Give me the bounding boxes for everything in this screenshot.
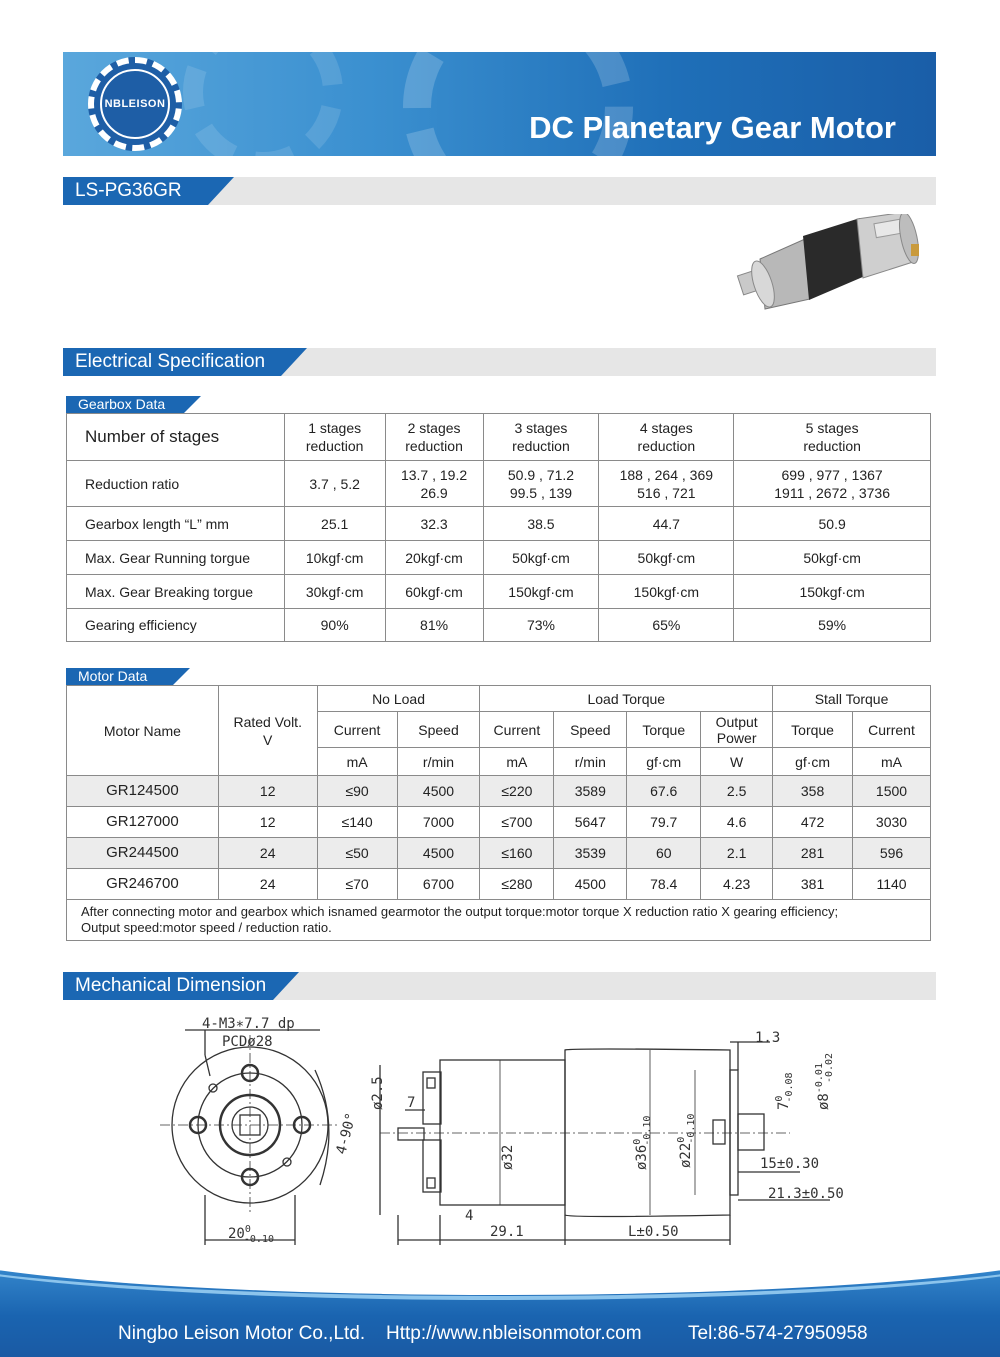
motor-note: After connecting motor and gearbox which isnamed gearmotor the output torque:motor torque X reduction ratio X gearing efficiency; Output speed:motor speed / reduction ratio. <box>67 900 931 941</box>
dimension-drawing <box>150 1010 870 1255</box>
unit: r/min <box>554 748 627 776</box>
motor-row <box>67 807 931 838</box>
gearbox-table <box>66 413 931 642</box>
motor-name: GR246700 <box>67 869 219 900</box>
side-view <box>380 1042 830 1245</box>
cell: 60 <box>627 838 701 869</box>
unit: mA <box>480 748 554 776</box>
cell: ≤70 <box>317 869 397 900</box>
motor-note-row <box>67 900 931 941</box>
col-header: Output Power <box>701 712 773 748</box>
unit: gf·cm <box>627 748 701 776</box>
cell: 44.7 <box>599 507 734 541</box>
cell: 90% <box>284 609 385 642</box>
dim-seven: 7 <box>407 1095 416 1111</box>
electrical-section-bar <box>63 348 936 376</box>
cell: 60kgf·cm <box>385 575 483 609</box>
dim-d36: $ø36^0-0.10$ <box>632 1115 653 1170</box>
cell: 24 <box>218 869 317 900</box>
cell: 59% <box>734 609 931 642</box>
mechanical-section-title: Mechanical Dimension <box>63 972 273 1000</box>
cell: 3589 <box>554 776 627 807</box>
cell: 5647 <box>554 807 627 838</box>
model-name: LS-PG36GR <box>63 177 208 205</box>
cell: 20kgf·cm <box>385 541 483 575</box>
row-label: Max. Gear Breaking torgue <box>67 575 285 609</box>
dim-shaft-flat: $7^0-0.08$ <box>774 1072 795 1110</box>
col-header: Torque <box>773 712 853 748</box>
cell: 1500 <box>853 776 931 807</box>
row-label: Gearbox length “L” mm <box>67 507 285 541</box>
cell: 38.5 <box>483 507 599 541</box>
gearbox-row-reduction <box>67 461 931 507</box>
motor-name: GR127000 <box>67 807 219 838</box>
dim-pcd: PCDø28 <box>222 1034 273 1050</box>
cell: 12 <box>218 776 317 807</box>
page-title: DC Planetary Gear Motor <box>529 110 896 145</box>
cell: 4.6 <box>701 807 773 838</box>
cell: 50.9 <box>734 507 931 541</box>
motor-name: GR244500 <box>67 838 219 869</box>
header-banner <box>63 52 936 156</box>
front-view <box>160 1030 340 1245</box>
gearbox-header-cell: 1 stages reduction <box>284 414 385 461</box>
motor-row <box>67 838 931 869</box>
gear-background-icon-small <box>183 52 343 156</box>
cell: 358 <box>773 776 853 807</box>
cell: 1140 <box>853 869 931 900</box>
cell: 596 <box>853 838 931 869</box>
cell: 3030 <box>853 807 931 838</box>
cell: 50.9 , 71.2 99.5 , 139 <box>483 461 599 507</box>
cell: 67.6 <box>627 776 701 807</box>
cell: 24 <box>218 838 317 869</box>
footer-wave-line <box>0 1255 1000 1300</box>
cell: 6700 <box>397 869 480 900</box>
motor-subtitle: Motor Data <box>66 668 173 685</box>
no-load-header: No Load <box>317 686 480 712</box>
dim-length: L±0.50 <box>628 1224 679 1240</box>
cell: 4500 <box>397 776 480 807</box>
cell: 4.23 <box>701 869 773 900</box>
col-header: Torque <box>627 712 701 748</box>
col-header: Speed <box>554 712 627 748</box>
dim-l291: 29.1 <box>490 1224 524 1240</box>
motor-table <box>66 685 931 941</box>
cell: 30kgf·cm <box>284 575 385 609</box>
cell: 81% <box>385 609 483 642</box>
cell: 150kgf·cm <box>483 575 599 609</box>
dim-four: 4 <box>465 1208 474 1224</box>
gearbox-row-efficiency <box>67 609 931 642</box>
electrical-section-title: Electrical Specification <box>63 348 281 376</box>
gearbox-subtitle: Gearbox Data <box>66 396 184 413</box>
cell: ≤90 <box>317 776 397 807</box>
dim-l13: 1.3 <box>755 1030 781 1046</box>
gearbox-header-cell: 4 stages reduction <box>599 414 734 461</box>
cell: ≤140 <box>317 807 397 838</box>
cell: 4500 <box>397 838 480 869</box>
cell: 3.7 , 5.2 <box>284 461 385 507</box>
cell: 150kgf·cm <box>599 575 734 609</box>
col-header: Current <box>317 712 397 748</box>
motor-row <box>67 776 931 807</box>
dim-width: $20^0$ -0.10 <box>228 1224 274 1245</box>
gearbox-row-running-torque <box>67 541 931 575</box>
cell: 50kgf·cm <box>483 541 599 575</box>
unit: mA <box>853 748 931 776</box>
product-image <box>735 214 935 314</box>
gearbox-header-label: Number of stages <box>67 414 285 461</box>
unit: gf·cm <box>773 748 853 776</box>
rated-volt-header: Rated Volt. V <box>218 686 317 776</box>
dim-angle: 4-90° <box>333 1111 360 1157</box>
dim-d32: ø32 <box>500 1144 516 1170</box>
cell: 13.7 , 19.2 26.9 <box>385 461 483 507</box>
gearbox-header-cell: 5 stages reduction <box>734 414 931 461</box>
dim-d25: ø2.5 <box>370 1076 386 1110</box>
cell: 281 <box>773 838 853 869</box>
company-logo <box>88 57 182 151</box>
col-header: Current <box>853 712 931 748</box>
mechanical-section-bar <box>63 972 936 1000</box>
footer-company: Ningbo Leison Motor Co.,Ltd. <box>118 1323 366 1344</box>
gearbox-row-breaking-torque <box>67 575 931 609</box>
footer-tel: Tel:86-574-27950958 <box>688 1323 868 1344</box>
cell: ≤50 <box>317 838 397 869</box>
cell: 472 <box>773 807 853 838</box>
stall-torque-header: Stall Torque <box>773 686 931 712</box>
logo-text: NBLEISON <box>100 69 170 139</box>
cell: 50kgf·cm <box>599 541 734 575</box>
cell: 3539 <box>554 838 627 869</box>
motor-name-header: Motor Name <box>67 686 219 776</box>
dim-l15: 15±0.30 <box>760 1156 820 1172</box>
cell: 2.5 <box>701 776 773 807</box>
cell: 188 , 264 , 369 516 , 721 <box>599 461 734 507</box>
cell: 2.1 <box>701 838 773 869</box>
footer <box>0 1255 1000 1357</box>
cell: 381 <box>773 869 853 900</box>
motor-row <box>67 869 931 900</box>
footer-url[interactable]: Http://www.nbleisonmotor.com <box>386 1323 642 1344</box>
unit: r/min <box>397 748 480 776</box>
cell: 150kgf·cm <box>734 575 931 609</box>
cell: ≤160 <box>480 838 554 869</box>
motor-header-row-1 <box>67 686 931 712</box>
cell: 32.3 <box>385 507 483 541</box>
cell: 4500 <box>554 869 627 900</box>
unit: mA <box>317 748 397 776</box>
unit: W <box>701 748 773 776</box>
cell: 50kgf·cm <box>734 541 931 575</box>
row-label: Reduction ratio <box>67 461 285 507</box>
cell: 7000 <box>397 807 480 838</box>
row-label: Gearing efficiency <box>67 609 285 642</box>
dim-l213: 21.3±0.50 <box>768 1186 844 1202</box>
cell: 12 <box>218 807 317 838</box>
cell: 699 , 977 , 1367 1911 , 2672 , 3736 <box>734 461 931 507</box>
dim-holes: 4-M3∗7.7 dp <box>202 1016 295 1032</box>
cell: 78.4 <box>627 869 701 900</box>
col-header: Current <box>480 712 554 748</box>
dim-d22: $ø22^0-0.10$ <box>676 1113 697 1168</box>
gearbox-header-cell: 3 stages reduction <box>483 414 599 461</box>
gearbox-header-cell: 2 stages reduction <box>385 414 483 461</box>
motor-name: GR124500 <box>67 776 219 807</box>
cell: 10kgf·cm <box>284 541 385 575</box>
gearbox-row-length <box>67 507 931 541</box>
col-header: Speed <box>397 712 480 748</box>
load-torque-header: Load Torque <box>480 686 773 712</box>
cell: 25.1 <box>284 507 385 541</box>
row-label: Max. Gear Running torgue <box>67 541 285 575</box>
cell: ≤700 <box>480 807 554 838</box>
model-bar <box>63 177 936 205</box>
gearbox-header-row <box>67 414 931 461</box>
cell: ≤220 <box>480 776 554 807</box>
cell: 79.7 <box>627 807 701 838</box>
cell: 65% <box>599 609 734 642</box>
cell: 73% <box>483 609 599 642</box>
dim-d8: $ø8^{-0.01}-0.02$ <box>814 1052 835 1110</box>
cell: ≤280 <box>480 869 554 900</box>
